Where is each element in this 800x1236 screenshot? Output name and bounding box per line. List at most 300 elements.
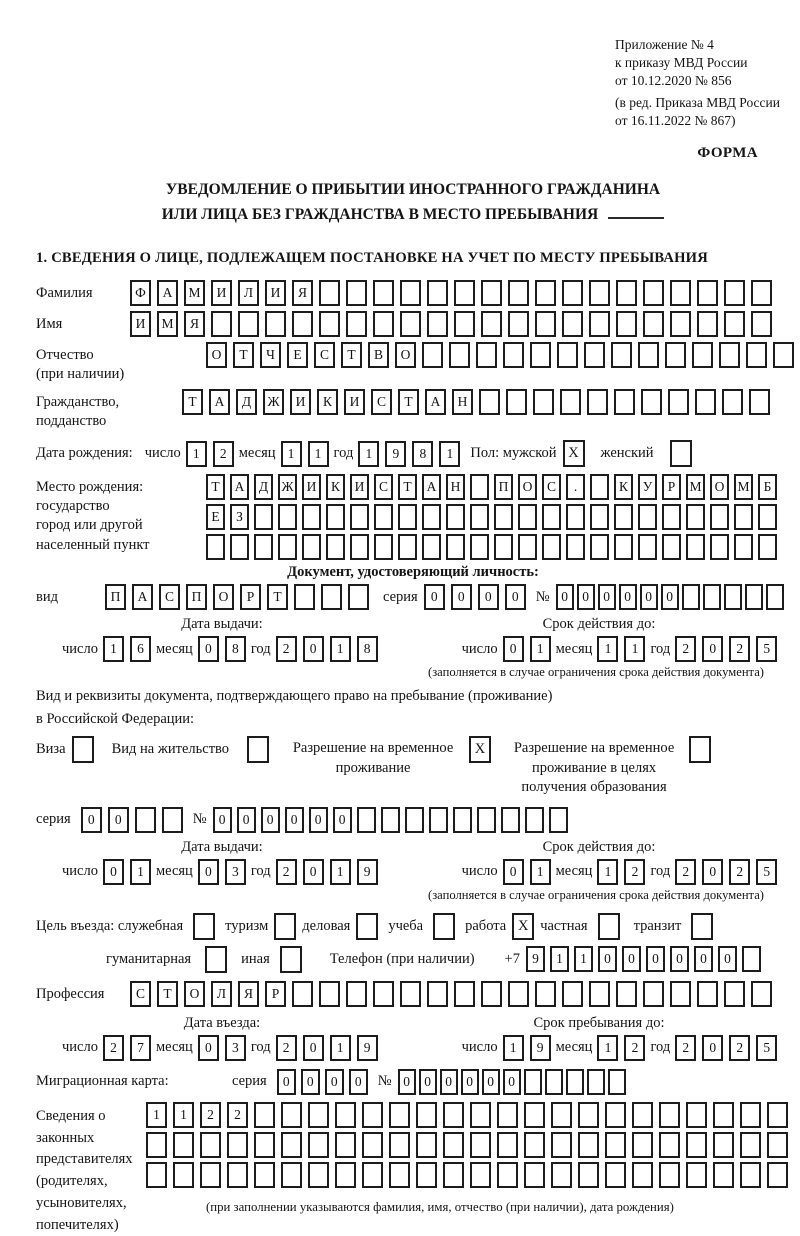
char-cell[interactable] <box>443 1132 464 1158</box>
char-cell[interactable]: 0 <box>577 584 595 610</box>
char-cell[interactable] <box>670 280 691 306</box>
char-cell[interactable]: С <box>374 474 393 500</box>
char-cell[interactable]: 0 <box>461 1069 479 1095</box>
char-cell[interactable]: 8 <box>412 441 433 467</box>
char-cell[interactable] <box>533 389 554 415</box>
char-cell[interactable]: В <box>368 342 389 368</box>
char-cell[interactable] <box>632 1132 653 1158</box>
char-cell[interactable] <box>686 504 705 530</box>
char-cell[interactable] <box>319 981 340 1007</box>
char-cell[interactable]: О <box>518 474 537 500</box>
visa-checkbox[interactable] <box>72 736 94 763</box>
char-cell[interactable]: 5 <box>756 859 777 885</box>
char-cell[interactable]: П <box>494 474 513 500</box>
char-cell[interactable]: 0 <box>702 636 723 662</box>
char-cell[interactable]: 0 <box>198 1035 219 1061</box>
purpose-business-checkbox[interactable] <box>356 913 378 940</box>
char-cell[interactable]: Т <box>182 389 203 415</box>
char-cell[interactable] <box>481 280 502 306</box>
char-cell[interactable] <box>470 1132 491 1158</box>
char-cell[interactable] <box>719 342 740 368</box>
char-cell[interactable]: 8 <box>225 636 246 662</box>
char-cell[interactable]: К <box>317 389 338 415</box>
char-cell[interactable] <box>773 342 794 368</box>
char-cell[interactable]: 0 <box>503 1069 521 1095</box>
char-cell[interactable] <box>477 807 496 833</box>
char-cell[interactable] <box>362 1162 383 1188</box>
char-cell[interactable] <box>400 981 421 1007</box>
char-cell[interactable]: Е <box>206 504 225 530</box>
char-cell[interactable]: И <box>130 311 151 337</box>
char-cell[interactable]: С <box>314 342 335 368</box>
char-cell[interactable] <box>524 1132 545 1158</box>
char-cell[interactable] <box>497 1132 518 1158</box>
char-cell[interactable] <box>734 534 753 560</box>
char-cell[interactable]: 0 <box>503 859 524 885</box>
char-cell[interactable] <box>587 1069 605 1095</box>
char-cell[interactable]: А <box>425 389 446 415</box>
char-cell[interactable] <box>566 1069 584 1095</box>
char-cell[interactable]: 2 <box>276 1035 297 1061</box>
char-cell[interactable]: 9 <box>357 859 378 885</box>
char-cell[interactable] <box>551 1132 572 1158</box>
char-cell[interactable]: М <box>686 474 705 500</box>
char-cell[interactable] <box>611 342 632 368</box>
char-cell[interactable]: 0 <box>237 807 256 833</box>
char-cell[interactable] <box>443 1162 464 1188</box>
char-cell[interactable] <box>638 342 659 368</box>
char-cell[interactable]: 1 <box>597 1035 618 1061</box>
char-cell[interactable] <box>524 1162 545 1188</box>
char-cell[interactable] <box>416 1102 437 1128</box>
char-cell[interactable]: 0 <box>598 946 617 972</box>
char-cell[interactable]: 0 <box>440 1069 458 1095</box>
char-cell[interactable]: 2 <box>675 1035 696 1061</box>
char-cell[interactable] <box>605 1132 626 1158</box>
char-cell[interactable] <box>692 342 713 368</box>
char-cell[interactable] <box>724 311 745 337</box>
char-cell[interactable]: 0 <box>670 946 689 972</box>
char-cell[interactable] <box>162 807 183 833</box>
char-cell[interactable] <box>562 311 583 337</box>
char-cell[interactable]: Ж <box>263 389 284 415</box>
char-cell[interactable] <box>389 1162 410 1188</box>
char-cell[interactable]: Ж <box>278 474 297 500</box>
char-cell[interactable] <box>589 280 610 306</box>
char-cell[interactable]: 0 <box>622 946 641 972</box>
char-cell[interactable] <box>751 280 772 306</box>
char-cell[interactable]: 0 <box>640 584 658 610</box>
char-cell[interactable] <box>590 504 609 530</box>
char-cell[interactable] <box>374 534 393 560</box>
char-cell[interactable] <box>362 1102 383 1128</box>
char-cell[interactable] <box>566 534 585 560</box>
char-cell[interactable] <box>389 1132 410 1158</box>
char-cell[interactable]: Р <box>240 584 261 610</box>
char-cell[interactable] <box>551 1162 572 1188</box>
char-cell[interactable] <box>405 807 424 833</box>
char-cell[interactable]: Л <box>238 280 259 306</box>
char-cell[interactable]: П <box>105 584 126 610</box>
char-cell[interactable] <box>524 1069 542 1095</box>
char-cell[interactable] <box>638 534 657 560</box>
char-cell[interactable] <box>278 504 297 530</box>
char-cell[interactable] <box>508 280 529 306</box>
char-cell[interactable]: 2 <box>729 859 750 885</box>
char-cell[interactable]: 0 <box>424 584 445 610</box>
char-cell[interactable] <box>614 389 635 415</box>
char-cell[interactable] <box>308 1102 329 1128</box>
char-cell[interactable] <box>713 1132 734 1158</box>
char-cell[interactable] <box>308 1132 329 1158</box>
char-cell[interactable]: 0 <box>301 1069 320 1095</box>
purpose-study-checkbox[interactable] <box>433 913 455 940</box>
char-cell[interactable] <box>722 389 743 415</box>
char-cell[interactable]: 0 <box>108 807 129 833</box>
char-cell[interactable] <box>350 534 369 560</box>
char-cell[interactable] <box>206 534 225 560</box>
char-cell[interactable] <box>400 311 421 337</box>
char-cell[interactable]: М <box>157 311 178 337</box>
char-cell[interactable] <box>766 584 784 610</box>
char-cell[interactable]: Ч <box>260 342 281 368</box>
char-cell[interactable] <box>710 504 729 530</box>
char-cell[interactable] <box>481 981 502 1007</box>
char-cell[interactable]: Р <box>662 474 681 500</box>
char-cell[interactable]: 0 <box>419 1069 437 1095</box>
char-cell[interactable]: Н <box>452 389 473 415</box>
char-cell[interactable] <box>562 280 583 306</box>
char-cell[interactable] <box>470 474 489 500</box>
char-cell[interactable]: Р <box>265 981 286 1007</box>
char-cell[interactable]: 9 <box>385 441 406 467</box>
char-cell[interactable]: 1 <box>330 1035 351 1061</box>
char-cell[interactable] <box>697 280 718 306</box>
char-cell[interactable]: 1 <box>146 1102 167 1128</box>
char-cell[interactable] <box>686 534 705 560</box>
char-cell[interactable]: 1 <box>130 859 151 885</box>
char-cell[interactable]: 0 <box>694 946 713 972</box>
char-cell[interactable]: О <box>710 474 729 500</box>
char-cell[interactable]: 2 <box>276 859 297 885</box>
char-cell[interactable] <box>578 1132 599 1158</box>
char-cell[interactable] <box>427 981 448 1007</box>
char-cell[interactable]: 0 <box>285 807 304 833</box>
char-cell[interactable] <box>481 311 502 337</box>
char-cell[interactable]: О <box>206 342 227 368</box>
char-cell[interactable]: И <box>211 280 232 306</box>
char-cell[interactable] <box>506 389 527 415</box>
char-cell[interactable]: 1 <box>330 859 351 885</box>
char-cell[interactable] <box>374 504 393 530</box>
char-cell[interactable]: 2 <box>624 1035 645 1061</box>
char-cell[interactable] <box>605 1102 626 1128</box>
char-cell[interactable] <box>326 504 345 530</box>
char-cell[interactable]: 8 <box>357 636 378 662</box>
char-cell[interactable] <box>632 1162 653 1188</box>
char-cell[interactable] <box>608 1069 626 1095</box>
char-cell[interactable] <box>398 534 417 560</box>
char-cell[interactable]: О <box>184 981 205 1007</box>
char-cell[interactable] <box>416 1132 437 1158</box>
char-cell[interactable] <box>590 534 609 560</box>
char-cell[interactable]: Б <box>758 474 777 500</box>
char-cell[interactable] <box>238 311 259 337</box>
char-cell[interactable] <box>525 807 544 833</box>
char-cell[interactable] <box>308 1162 329 1188</box>
char-cell[interactable] <box>254 534 273 560</box>
char-cell[interactable]: И <box>302 474 321 500</box>
char-cell[interactable]: С <box>371 389 392 415</box>
char-cell[interactable] <box>265 311 286 337</box>
char-cell[interactable]: М <box>734 474 753 500</box>
char-cell[interactable] <box>335 1102 356 1128</box>
char-cell[interactable]: О <box>395 342 416 368</box>
char-cell[interactable]: 2 <box>103 1035 124 1061</box>
char-cell[interactable] <box>476 342 497 368</box>
char-cell[interactable]: 2 <box>675 636 696 662</box>
char-cell[interactable]: 1 <box>173 1102 194 1128</box>
char-cell[interactable] <box>659 1162 680 1188</box>
char-cell[interactable]: А <box>230 474 249 500</box>
char-cell[interactable] <box>724 280 745 306</box>
char-cell[interactable] <box>614 504 633 530</box>
char-cell[interactable]: Е <box>287 342 308 368</box>
char-cell[interactable] <box>470 1162 491 1188</box>
char-cell[interactable] <box>686 1102 707 1128</box>
char-cell[interactable]: 0 <box>303 1035 324 1061</box>
char-cell[interactable] <box>494 504 513 530</box>
char-cell[interactable] <box>751 311 772 337</box>
char-cell[interactable]: 1 <box>439 441 460 467</box>
char-cell[interactable]: 1 <box>503 1035 524 1061</box>
char-cell[interactable]: И <box>290 389 311 415</box>
char-cell[interactable]: А <box>209 389 230 415</box>
char-cell[interactable] <box>321 584 342 610</box>
char-cell[interactable]: А <box>157 280 178 306</box>
char-cell[interactable]: 7 <box>130 1035 151 1061</box>
char-cell[interactable]: 0 <box>198 859 219 885</box>
char-cell[interactable] <box>740 1162 761 1188</box>
char-cell[interactable] <box>758 504 777 530</box>
char-cell[interactable] <box>590 474 609 500</box>
char-cell[interactable] <box>357 807 376 833</box>
char-cell[interactable]: 0 <box>619 584 637 610</box>
char-cell[interactable]: И <box>344 389 365 415</box>
char-cell[interactable] <box>449 342 470 368</box>
char-cell[interactable]: 0 <box>702 1035 723 1061</box>
char-cell[interactable] <box>443 1102 464 1128</box>
char-cell[interactable] <box>742 946 761 972</box>
char-cell[interactable] <box>545 1069 563 1095</box>
char-cell[interactable] <box>230 534 249 560</box>
residence-permit-checkbox[interactable] <box>247 736 269 763</box>
char-cell[interactable]: 0 <box>646 946 665 972</box>
char-cell[interactable]: 1 <box>281 441 302 467</box>
char-cell[interactable]: 9 <box>530 1035 551 1061</box>
char-cell[interactable]: У <box>638 474 657 500</box>
char-cell[interactable] <box>697 311 718 337</box>
char-cell[interactable]: Т <box>157 981 178 1007</box>
char-cell[interactable]: Н <box>446 474 465 500</box>
char-cell[interactable]: А <box>422 474 441 500</box>
char-cell[interactable] <box>584 342 605 368</box>
char-cell[interactable] <box>643 981 664 1007</box>
char-cell[interactable] <box>535 981 556 1007</box>
char-cell[interactable]: Т <box>341 342 362 368</box>
char-cell[interactable]: 0 <box>556 584 574 610</box>
char-cell[interactable]: 0 <box>505 584 526 610</box>
char-cell[interactable] <box>589 311 610 337</box>
char-cell[interactable] <box>497 1102 518 1128</box>
char-cell[interactable] <box>749 389 770 415</box>
char-cell[interactable] <box>734 504 753 530</box>
char-cell[interactable] <box>641 389 662 415</box>
char-cell[interactable]: 0 <box>309 807 328 833</box>
char-cell[interactable] <box>724 584 742 610</box>
char-cell[interactable]: К <box>614 474 633 500</box>
char-cell[interactable] <box>682 584 700 610</box>
char-cell[interactable] <box>335 1132 356 1158</box>
char-cell[interactable] <box>319 311 340 337</box>
char-cell[interactable] <box>670 981 691 1007</box>
char-cell[interactable] <box>746 342 767 368</box>
char-cell[interactable] <box>758 534 777 560</box>
char-cell[interactable] <box>422 342 443 368</box>
char-cell[interactable]: 0 <box>303 859 324 885</box>
char-cell[interactable] <box>508 981 529 1007</box>
char-cell[interactable] <box>530 342 551 368</box>
char-cell[interactable]: 5 <box>756 636 777 662</box>
purpose-official-checkbox[interactable] <box>193 913 215 940</box>
char-cell[interactable]: 1 <box>103 636 124 662</box>
char-cell[interactable]: 0 <box>277 1069 296 1095</box>
temp-residence-checkbox[interactable]: X <box>469 736 491 763</box>
char-cell[interactable] <box>479 389 500 415</box>
char-cell[interactable] <box>560 389 581 415</box>
char-cell[interactable] <box>686 1132 707 1158</box>
purpose-work-checkbox[interactable]: X <box>512 913 534 940</box>
purpose-transit-checkbox[interactable] <box>691 913 713 940</box>
char-cell[interactable]: 1 <box>530 859 551 885</box>
char-cell[interactable] <box>665 342 686 368</box>
purpose-private-checkbox[interactable] <box>598 913 620 940</box>
char-cell[interactable] <box>350 504 369 530</box>
char-cell[interactable] <box>686 1162 707 1188</box>
char-cell[interactable] <box>292 981 313 1007</box>
char-cell[interactable] <box>173 1132 194 1158</box>
char-cell[interactable]: 5 <box>756 1035 777 1061</box>
char-cell[interactable] <box>281 1102 302 1128</box>
char-cell[interactable] <box>614 534 633 560</box>
char-cell[interactable] <box>254 1132 275 1158</box>
char-cell[interactable]: 6 <box>130 636 151 662</box>
char-cell[interactable] <box>518 534 537 560</box>
char-cell[interactable] <box>740 1132 761 1158</box>
char-cell[interactable] <box>319 280 340 306</box>
char-cell[interactable]: О <box>213 584 234 610</box>
char-cell[interactable] <box>662 504 681 530</box>
char-cell[interactable] <box>398 504 417 530</box>
purpose-humanitarian-checkbox[interactable] <box>205 946 227 973</box>
char-cell[interactable]: 0 <box>198 636 219 662</box>
char-cell[interactable] <box>508 311 529 337</box>
char-cell[interactable]: 2 <box>729 636 750 662</box>
char-cell[interactable] <box>281 1132 302 1158</box>
char-cell[interactable]: 0 <box>303 636 324 662</box>
char-cell[interactable] <box>335 1162 356 1188</box>
char-cell[interactable] <box>638 504 657 530</box>
char-cell[interactable] <box>562 981 583 1007</box>
female-checkbox[interactable] <box>670 440 692 467</box>
char-cell[interactable] <box>724 981 745 1007</box>
char-cell[interactable] <box>281 1162 302 1188</box>
char-cell[interactable] <box>494 534 513 560</box>
char-cell[interactable]: 1 <box>597 859 618 885</box>
char-cell[interactable] <box>173 1162 194 1188</box>
char-cell[interactable]: 0 <box>598 584 616 610</box>
char-cell[interactable]: Я <box>292 280 313 306</box>
char-cell[interactable] <box>346 981 367 1007</box>
char-cell[interactable] <box>518 504 537 530</box>
edu-residence-checkbox[interactable] <box>689 736 711 763</box>
char-cell[interactable]: 0 <box>81 807 102 833</box>
char-cell[interactable]: Л <box>211 981 232 1007</box>
char-cell[interactable] <box>524 1102 545 1128</box>
char-cell[interactable] <box>200 1162 221 1188</box>
char-cell[interactable] <box>710 534 729 560</box>
char-cell[interactable]: К <box>326 474 345 500</box>
char-cell[interactable]: Т <box>206 474 225 500</box>
char-cell[interactable] <box>254 1102 275 1128</box>
char-cell[interactable]: 1 <box>597 636 618 662</box>
char-cell[interactable] <box>454 280 475 306</box>
char-cell[interactable]: Т <box>267 584 288 610</box>
char-cell[interactable] <box>302 504 321 530</box>
char-cell[interactable] <box>751 981 772 1007</box>
char-cell[interactable]: Т <box>398 389 419 415</box>
char-cell[interactable] <box>422 504 441 530</box>
char-cell[interactable] <box>589 981 610 1007</box>
char-cell[interactable] <box>200 1132 221 1158</box>
char-cell[interactable] <box>616 981 637 1007</box>
char-cell[interactable] <box>427 311 448 337</box>
char-cell[interactable]: 1 <box>574 946 593 972</box>
char-cell[interactable] <box>605 1162 626 1188</box>
char-cell[interactable] <box>446 504 465 530</box>
char-cell[interactable]: 2 <box>675 859 696 885</box>
char-cell[interactable]: А <box>132 584 153 610</box>
char-cell[interactable]: 0 <box>349 1069 368 1095</box>
char-cell[interactable]: Т <box>233 342 254 368</box>
char-cell[interactable] <box>767 1102 788 1128</box>
char-cell[interactable] <box>632 1102 653 1128</box>
char-cell[interactable]: 3 <box>225 859 246 885</box>
char-cell[interactable] <box>227 1132 248 1158</box>
char-cell[interactable] <box>587 389 608 415</box>
char-cell[interactable] <box>470 504 489 530</box>
male-checkbox[interactable]: X <box>563 440 585 467</box>
char-cell[interactable]: 2 <box>729 1035 750 1061</box>
char-cell[interactable]: 1 <box>330 636 351 662</box>
char-cell[interactable] <box>389 1102 410 1128</box>
char-cell[interactable]: Ф <box>130 280 151 306</box>
char-cell[interactable] <box>542 504 561 530</box>
char-cell[interactable] <box>294 584 315 610</box>
char-cell[interactable]: Т <box>398 474 417 500</box>
char-cell[interactable]: С <box>542 474 561 500</box>
char-cell[interactable] <box>643 280 664 306</box>
